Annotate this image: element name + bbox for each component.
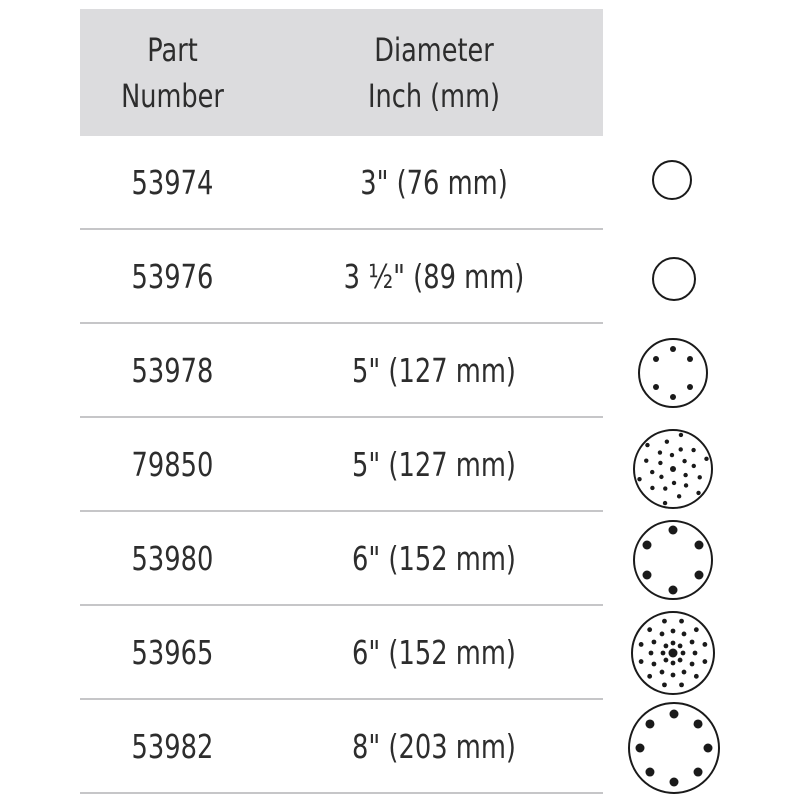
hole-dot [639,642,644,647]
hole-dot [684,483,688,487]
table-row [80,512,603,606]
table-row [80,324,603,418]
multi-hole-spiral-pad-icon [632,428,714,510]
hole-dot [650,470,654,474]
hole-dot [649,651,654,656]
hole-dot [698,475,702,479]
hole-dot [682,670,687,675]
hole-dot [694,674,699,679]
hole-dot [645,443,649,447]
6-hole-pad-icon [632,519,714,601]
part-number-cell: 79850 [131,444,214,484]
hole-dot [679,682,684,687]
hole-dot [645,719,654,728]
hole-dot [664,658,669,663]
hole-dot [664,644,669,649]
diameter-header: Diameter Inch (mm) [367,30,501,115]
hole-dot [682,459,686,463]
hole-dot [694,768,703,777]
hole-dot [645,768,654,777]
hole-dot [639,659,644,664]
diameter-cell: 6" (152 mm) [352,538,516,578]
no-hole-pad-icon [651,159,693,201]
part-number-cell: 53965 [131,632,214,672]
hole-dot [704,744,713,753]
hole-dot [702,642,707,647]
table-header [80,9,603,136]
hole-dot [660,670,665,675]
part-number-cell: 53976 [131,256,214,296]
diameter-cell: 5" (127 mm) [352,444,516,484]
hole-dot [690,640,695,645]
hole-dot [679,619,684,624]
diameter-cell: 3" (76 mm) [360,162,508,202]
part-number-cell: 53974 [131,162,214,202]
hole-dot [704,457,708,461]
part-number-cell: 53980 [131,538,214,578]
hole-dot [693,651,698,656]
part-number-cell: 53982 [131,726,214,766]
hole-dot [682,632,687,637]
hole-dot [670,778,679,787]
8-hole-large-pad-icon [627,701,721,795]
hole-dot [652,640,657,645]
hole-dot [652,662,657,667]
diameter-cell: 6" (152 mm) [352,632,516,672]
hole-dot [702,659,707,664]
8-hole-pad-icon [637,337,709,409]
hole-dot [696,491,700,495]
hole-dot [658,450,662,454]
hole-dot [644,458,648,462]
hole-dot [650,486,654,490]
hole-dot [647,674,652,679]
hole-dot [670,710,679,719]
hole-dot [671,673,676,678]
table-row [80,230,603,324]
no-hole-pad-icon [651,256,697,302]
hole-dot [636,744,645,753]
hole-dot [678,658,683,663]
hole-dot [661,651,666,656]
hole-dot [637,477,641,481]
hole-dot [647,627,652,632]
hole-dot [658,461,662,465]
hole-dot [662,619,667,624]
part-number-header: Part Number [121,30,224,115]
hole-dot [663,501,667,505]
hole-dot [672,481,676,485]
table-row [80,700,603,794]
multi-hole-radial-pad-icon [630,610,716,696]
hole-dot [671,661,676,666]
hole-dot [662,682,667,687]
hole-dot [670,453,674,457]
hole-dot [677,494,681,498]
hole-dot [671,629,676,634]
diameter-cell: 8" (203 mm) [352,726,516,766]
hole-dot [691,448,695,452]
hole-dot [681,651,686,656]
hole-dot [690,662,695,667]
table-row [80,606,603,700]
hole-dot [670,466,676,472]
hole-dot [683,473,687,477]
table-row [80,136,603,230]
hole-dot [660,632,665,637]
hole-dot [694,627,699,632]
hole-dot [671,641,676,646]
hole-dot [694,719,703,728]
hole-dot [679,433,683,437]
hole-dot [663,486,667,490]
hole-dot [678,644,683,649]
part-number-cell: 53978 [131,350,214,390]
hole-dot [659,475,663,479]
hole-dot [669,649,678,658]
diameter-cell: 3 ½" (89 mm) [343,256,525,296]
hole-dot [665,439,669,443]
diameter-cell: 5" (127 mm) [352,350,516,390]
hole-dot [679,447,683,451]
hole-dot [692,464,696,468]
table-row [80,418,603,512]
